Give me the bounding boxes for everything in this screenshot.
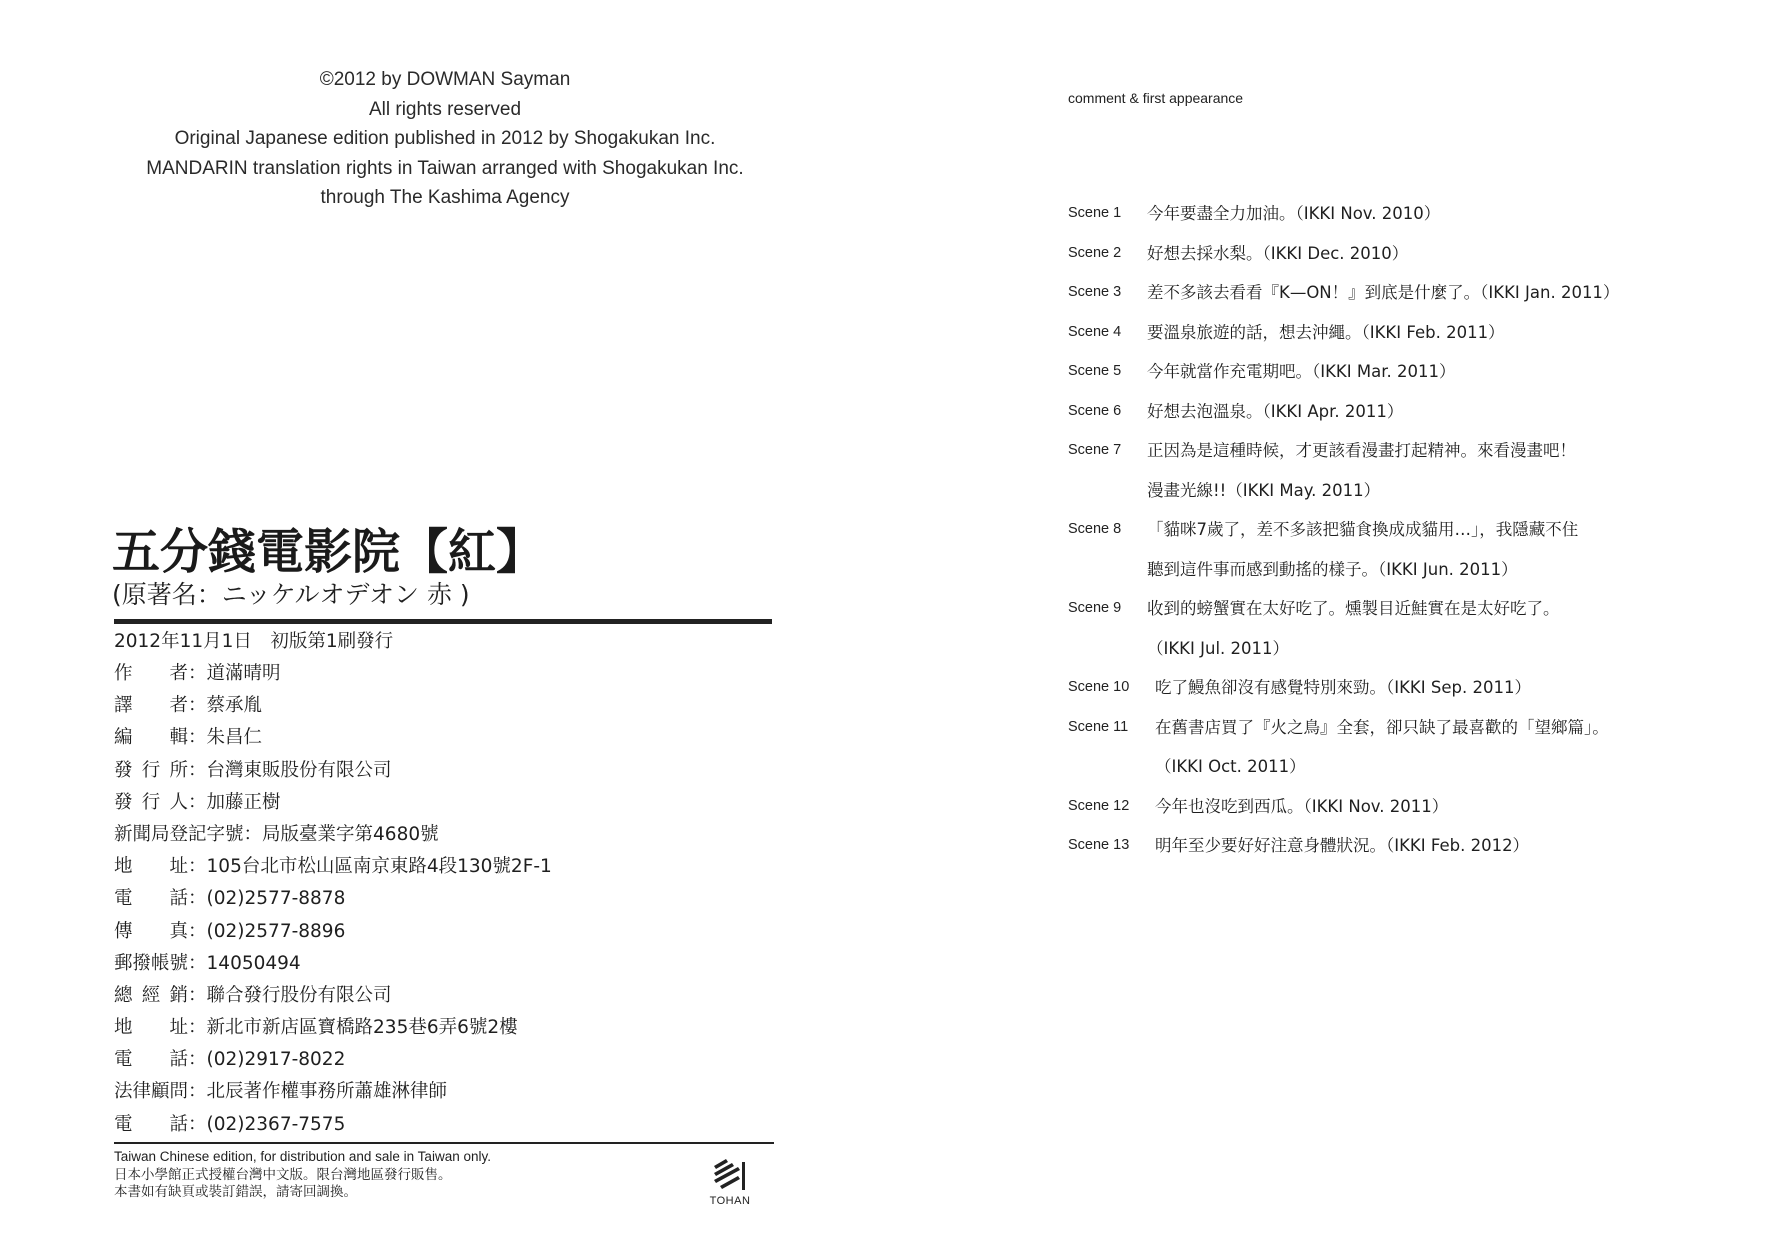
colophon-row-address [114,851,794,883]
scene-text-line: 在舊書店買了『火之鳥』全套，卻只缺了最喜歡的「望鄉篇」。 [1155,717,1609,737]
colophon-label: 郵撥帳號 [114,952,189,974]
scene-text [1147,589,1748,668]
colophon-row-publisher [114,755,794,787]
colophon-separator: ： [243,823,263,845]
scene-text [1147,194,1748,234]
colophon-label: 地 址 [114,856,189,878]
scene-text [1147,352,1748,392]
logo-wordmark: TOHAN [709,1195,751,1207]
license-note: 日本小學館正式授權台灣中文版。限台灣地區發行販售。 [114,1166,452,1182]
scene-item [1068,194,1748,234]
colophon-value: 局版臺業字第4680號 [262,823,439,845]
scene-text-line: 好想去泡溫泉。（IKKI Apr. 2011） [1147,401,1404,421]
scene-text [1147,431,1748,510]
colophon-label: 傳 真 [114,920,189,942]
colophon-row-fax [114,916,794,948]
title-divider [114,619,772,624]
colophon-value: (02)2367-7575 [206,1113,346,1135]
scene-text [1147,313,1748,353]
scene-text-line: 聽到這件事而感到動搖的樣子。（IKKI Jun. 2011） [1147,559,1518,579]
scene-label: Scene 5 [1068,363,1122,379]
scene-label: Scene 6 [1068,402,1122,419]
scene-text-line: 差不多該去看看『K—ON！』到底是什麼了。（IKKI Jan. 2011） [1147,283,1620,302]
colophon-separator: ： [188,759,207,781]
copyright-block [100,65,790,213]
footer-divider [114,1142,774,1144]
agency-line: through The Kashima Agency [320,187,570,209]
scene-item [1068,431,1748,510]
colophon-label: 發 行 所 [114,759,188,781]
scene-item [1068,589,1748,668]
scene-item [1068,234,1748,274]
original-title: (原著名：ニッケルオデオン 赤 ) [112,580,470,609]
colophon-separator: ： [188,888,207,910]
colophon-separator: ： [188,695,207,717]
book-title: 五分錢電影院【紅】 [112,524,545,580]
colophon-label: 編 輯 [114,727,189,749]
colophon-row-registration [114,819,794,851]
colophon-separator: ： [188,1113,207,1135]
scene-text-line: 吃了鰻魚卻沒有感覺特別來勁。（IKKI Sep. 2011） [1155,678,1531,697]
colophon-row-translator [114,690,794,722]
scene-item [1068,708,1748,787]
scene-text-line: 正因為是這種時候，才更該看漫畫打起精神。來看漫畫吧！ [1147,441,1576,460]
colophon-separator: ： [188,856,207,878]
colophon-label: 電 話 [114,1113,189,1135]
colophon-label: 作 者 [114,663,189,684]
scene-item [1068,668,1748,708]
scene-label: Scene 2 [1068,244,1122,261]
scene-item [1068,787,1748,827]
scene-text [1155,787,1748,827]
colophon-label: 法律顧問 [114,1081,189,1103]
colophon-value: 朱昌仁 [206,727,263,749]
distribution-note: Taiwan Chinese edition, for distribution and sale in Taiwan only. [114,1149,491,1164]
colophon-row-distributor-address [114,1012,794,1044]
scene-label: Scene 8 [1068,521,1122,537]
scene-text [1147,510,1748,589]
colophon-row-distributor [114,980,794,1012]
colophon-label: 地 址 [114,1017,189,1039]
colophon-value: 蔡承胤 [206,695,263,717]
scene-text-line: 今年就當作充電期吧。（IKKI Mar. 2011） [1147,362,1456,381]
scene-text-line: 今年也沒吃到西瓜。（IKKI Nov. 2011） [1155,796,1449,816]
colophon-separator: ： [188,952,207,974]
colophon-value: 新北市新店區寶橋路235巷6弄6號2樓 [206,1017,518,1039]
colophon-value: (02)2577-8896 [206,920,346,942]
colophon-row-postal-account [114,948,794,980]
colophon-label: 總 經 銷 [114,984,188,1006]
colophon-separator: ： [188,920,207,942]
scene-text-line: （IKKI Oct. 2011） [1155,757,1306,776]
colophon-list [114,658,794,1141]
colophon-row-editor [114,722,794,754]
scene-item [1068,273,1748,313]
edition-date: 2012年11月1日 初版第1刷發行 [114,631,394,652]
colophon-label: 譯 者 [114,695,189,717]
colophon-label: 發 行 人 [114,791,188,813]
colophon-separator: ： [188,1081,207,1103]
publisher-logo [704,1156,756,1216]
scene-text [1155,668,1748,708]
scene-text [1147,273,1748,313]
colophon-row-legal-counsel [114,1076,794,1108]
scene-label: Scene 9 [1068,600,1122,616]
colophon-row-issuer [114,787,794,819]
scene-list [1068,194,1748,866]
scene-label: Scene 11 [1068,718,1129,735]
colophon-value: 道滿晴明 [206,663,281,684]
scene-item [1068,392,1748,432]
scene-label: Scene 4 [1068,323,1122,340]
scene-text-line: 漫畫光線!!（IKKI May. 2011） [1147,480,1381,500]
colophon-row-legal-phone [114,1109,794,1141]
colophon-separator: ： [188,727,207,749]
scene-text-line: 「貓咪7歲了，差不多該把貓食換成成貓用…」，我隱藏不住 [1147,520,1579,539]
tohan-logo-icon [708,1156,752,1194]
colophon-separator: ： [188,984,207,1006]
colophon-value: 14050494 [206,952,301,974]
scene-label: Scene 1 [1068,205,1122,221]
original-edition-line: Original Japanese edition published in 2012 by Shogakukan Inc. [174,128,716,150]
scene-item [1068,352,1748,392]
scene-text-line: 要溫泉旅遊的話，想去沖繩。（IKKI Feb. 2011） [1147,322,1505,342]
colophon-row-distributor-phone [114,1044,794,1076]
colophon-label: 電 話 [114,1049,189,1071]
rights-line: All rights reserved [368,98,522,120]
scene-text [1155,708,1748,787]
scene-label: Scene 7 [1068,442,1122,458]
scene-label: Scene 12 [1068,797,1130,814]
copyright-line: ©2012 by DOWMAN Sayman [319,69,571,90]
scene-text-line: 收到的螃蟹實在太好吃了。燻製目近鮭實在是太好吃了。 [1147,599,1560,618]
colophon-separator: ： [188,663,207,684]
colophon-separator: ： [188,1049,207,1071]
colophon-value: 台灣東販股份有限公司 [206,759,392,781]
appearance-heading: comment & first appearance [1068,90,1244,106]
scene-label: Scene 10 [1068,679,1130,695]
colophon-separator: ： [188,791,207,813]
colophon-value: (02)2917-8022 [206,1049,346,1071]
scene-text-line: 今年要盡全力加油。（IKKI Nov. 2010） [1147,204,1441,223]
colophon-label: 電 話 [114,888,189,910]
colophon-row-author [114,658,794,690]
scene-item [1068,510,1748,589]
scene-item [1068,313,1748,353]
scene-label: Scene 13 [1068,837,1130,853]
scene-text-line: 好想去採水梨。（IKKI Dec. 2010） [1147,243,1409,263]
scene-text [1155,826,1748,866]
colophon-value: 加藤正樹 [206,791,281,813]
translation-rights-line: MANDARIN translation rights in Taiwan arranged with Shogakukan Inc. [146,157,744,179]
colophon-value: 105台北市松山區南京東路4段130號2F-1 [206,856,552,878]
scene-text [1147,234,1748,274]
scene-text [1147,392,1748,432]
footer-notes [114,1148,491,1201]
scene-text-line: 明年至少要好好注意身體狀況。（IKKI Feb. 2012） [1155,836,1530,855]
colophon-value: 聯合發行股份有限公司 [206,984,392,1006]
defect-note: 本書如有缺頁或裝訂錯誤，請寄回調換。 [114,1184,357,1199]
colophon-value: 北辰著作權事務所蕭雄淋律師 [206,1081,448,1103]
scene-label: Scene 3 [1068,284,1122,300]
colophon-label: 新聞局登記字號 [114,823,244,845]
colophon-value: (02)2577-8878 [206,888,346,910]
colophon-separator: ： [188,1017,207,1039]
scene-text-line: （IKKI Jul. 2011） [1147,638,1290,658]
colophon-row-phone [114,883,794,915]
scene-item [1068,826,1748,866]
